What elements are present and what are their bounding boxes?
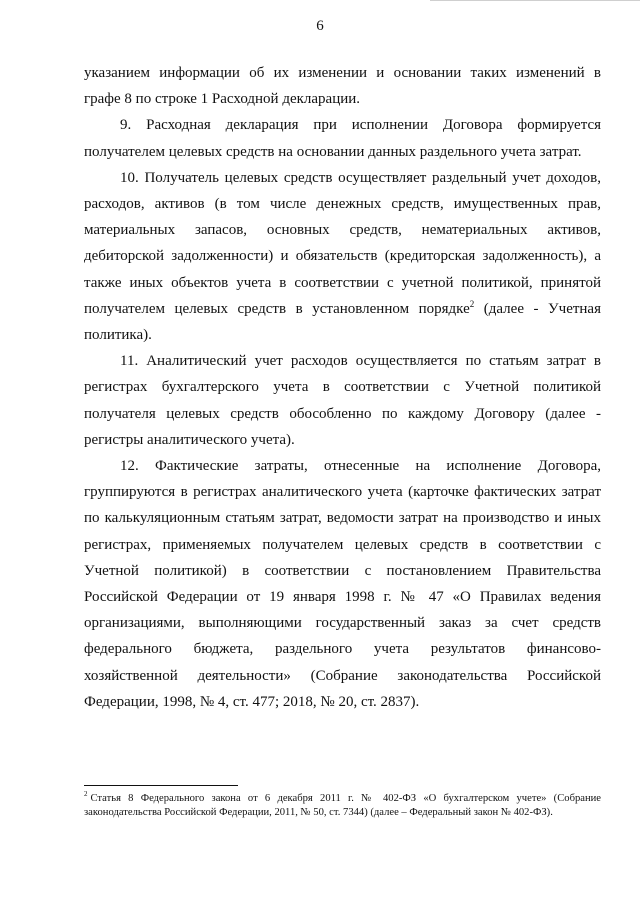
text-line: регистрах, применяемых получателем целевых средств в соответствии с <box>84 536 601 553</box>
body-text <box>84 60 601 715</box>
text-line: 10. Получатель целевых средств осуществляет раздельный учет доходов, <box>120 169 601 186</box>
page-number: 6 <box>316 18 324 34</box>
text-line: Российской Федерации от 19 января 1998 г. № 47 «О Правилах ведения <box>84 589 601 606</box>
footnote-reference[interactable]: 2 <box>469 298 475 309</box>
text-line: политика). <box>84 327 152 344</box>
text-line: 12. Фактические затраты, отнесенные на исполнение Договора, <box>120 458 601 475</box>
text-line: указанием информации об их изменении и основании таких изменений в <box>84 65 601 81</box>
text-line: дебиторской задолженности) и обязательств (кредиторская задолженность), а <box>84 248 601 265</box>
text-line: Учетной политикой) в соответствии с постановлением Правительства <box>84 562 601 579</box>
text-line: группируются в регистрах аналитического учета (карточке фактических затрат <box>84 484 601 501</box>
text-line: федерального бюджета, раздельного учета результатов финансово- <box>84 641 601 658</box>
text-line: по калькуляционным статьям затрат, ведомости затрат на производство и иных <box>84 510 601 527</box>
text-line: хозяйственной деятельности» (Собрание законодательства Российской <box>84 667 601 684</box>
text-line: получателем целевых средств на основании данных раздельного учета затрат. <box>84 143 582 160</box>
paragraph-11 <box>84 348 601 453</box>
footnote-text: Статья 8 Федерального закона от 6 декабря 2011 г. № 402-ФЗ «О бухгалтерском учете» (Собрание законодательства Российской Федерации, 2011, № 50, ст. 7344) (далее – Федеральный закон № 402-ФЗ). <box>84 793 601 818</box>
text-line: получателя целевых средств обособленно по каждому Договору (далее - <box>84 405 601 422</box>
text-line: организациями, выполняющими государственный заказ за счет средств <box>84 615 601 632</box>
text-line: материальных запасов, основных средств, нематериальных активов, <box>84 222 601 239</box>
text-line: расходов, активов (в том числе денежных средств, имущественных прав, <box>84 196 601 213</box>
text-line: графе 8 по строке 1 Расходной декларации. <box>84 91 361 108</box>
paragraph-10 <box>84 165 601 348</box>
text-fragment: получателем целевых средств в установленном порядке <box>84 300 470 317</box>
footnote <box>84 792 601 820</box>
paragraph-continuation <box>84 60 601 112</box>
text-line: Федерации, 1998, № 4, ст. 477; 2018, № 20, ст. 2837). <box>84 693 420 710</box>
text-line: регистры аналитического учета). <box>84 431 295 448</box>
top-edge-rule <box>430 0 640 1</box>
paragraph-9 <box>84 112 601 164</box>
text-line: 11. Аналитический учет расходов осуществляется по статьям затрат в <box>120 353 601 370</box>
text-fragment: (далее - Учетная <box>474 300 601 317</box>
paragraph-12 <box>84 453 601 715</box>
footnote-separator <box>84 785 238 786</box>
text-line-with-footnote-ref <box>84 296 601 322</box>
text-line: 9. Расходная декларация при исполнении Договора формируется <box>120 117 601 134</box>
footnote-mark: 2 <box>84 790 88 799</box>
text-line: регистрах бухгалтерского учета в соответствии с Учетной политикой <box>84 379 601 396</box>
text-line: также иных объектов учета в соответствии с учетной политикой, принятой <box>84 274 601 291</box>
